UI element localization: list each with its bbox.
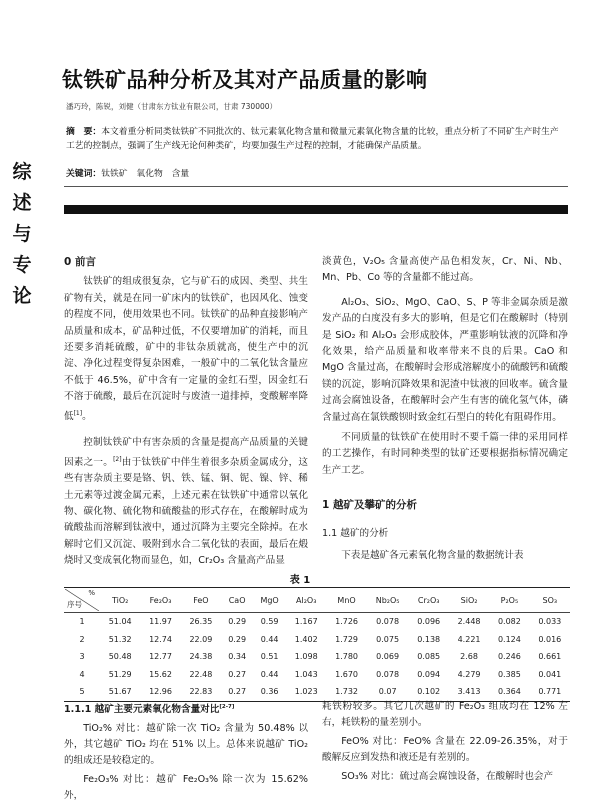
table-cell: 0.59 xyxy=(260,617,279,627)
table-caption: 表 1 xyxy=(289,575,311,586)
intro-paragraph-2-text: 控制钛铁矿中有害杂质的含量是提高产品质量的关键因素之一。 xyxy=(64,437,308,468)
table-cell: 0.07 xyxy=(367,683,409,701)
table-cell: 1.729 xyxy=(335,634,359,644)
table-cell: 0.29 xyxy=(228,617,247,627)
column-header: Nb₂O₅ xyxy=(367,588,409,613)
table-row xyxy=(64,631,570,649)
keywords xyxy=(66,166,189,179)
column-label-char: 综 xyxy=(12,161,32,183)
row-index-cell: 1 xyxy=(79,617,85,627)
table-body xyxy=(64,613,570,702)
intro-paragraph-1: 钛铁矿的组成很复杂，它与矿石的成因、类型、共生矿物有关，就是在同一矿床内的钛铁矿，也因风化、蚀变的程度不同，使用效果也不同。钛铁矿的品种直接影响产品质量和成本，矿品种过低，不仅要增加矿的消耗，而且还要多消耗硫酸，矿中的非钛杂质就高，使生产中的沉淀、净化过程变得复杂困难，一般矿中的二氧化钛含量应不低于 46.5%，矿中含有一定量的金红石型，因金红石不溶于硫酸，最后在沉淀时与废渣一道排掉，变酸解率降低[1]。 xyxy=(64,276,308,422)
row-index-cell: 5 xyxy=(64,683,100,701)
table-cell: 51.32 xyxy=(108,634,132,644)
table-cell: 1.780 xyxy=(335,652,359,662)
section-heading-intro: 0 前言 xyxy=(64,256,96,268)
table-cell: 0.094 xyxy=(417,669,441,679)
table-cell: 2.68 xyxy=(460,652,478,662)
table-cell: 1.043 xyxy=(294,669,318,679)
row-index-cell: 4 xyxy=(79,669,85,679)
table-intro-text: 下表是越矿各元素氧化物含量的数据统计表 xyxy=(341,550,524,562)
table-cell: 0.102 xyxy=(409,683,449,701)
table-cell: 0.016 xyxy=(538,634,562,644)
header-divider xyxy=(64,186,568,187)
table-cell: 4.279 xyxy=(457,669,481,679)
intro-paragraph-2-rest: 由于钛铁矿中伴生着很多杂质金属成分，这些有害杂质主要是铬、钒、铁、锰、铜、铌、镍、锌、稀土元素等过渡金属元素，上述元素在钛铁矿中通常以氧化物、碳化物、硫化物和硫酸盐的形式存在，在酸解时成为硫酸盐而溶解到钛液中，通过沉降为主要完全除掉。在水解时它们又沉淀、吸附到水合二氧化钛的表面，最后在煅烧时又变成氧化物而显色，如，Cr₂O₃ 含量高产品显 xyxy=(64,456,308,567)
table-cell: 0.36 xyxy=(253,683,286,701)
fe2o3-continued: 耗铁粉较多。其它几次越矿的 Fe₂O₃ 组成均在 12% 左右，耗铁粉的量差别小。 xyxy=(322,701,568,729)
table-cell: 3.413 xyxy=(449,683,489,701)
so3-comparison: SO₃% 对比：硫过高会腐蚀设备，在酸解时也会产 xyxy=(341,770,554,782)
column-label-char: 专 xyxy=(12,254,32,276)
fe2o3-comparison: Fe₂O₃% 对比：越矿 Fe₂O₃% 除一次为 15.62% 外， xyxy=(64,773,308,802)
table-cell: 0.27 xyxy=(228,669,247,679)
table-cell: 50.48 xyxy=(108,652,132,662)
table-cell: 0.51 xyxy=(260,652,279,662)
column-header: CaO xyxy=(221,588,253,613)
abstract-text: 本文着重分析同类钛铁矿不同批次的、钛元素氧化物含量和微量元素氧化物含量的比较，重点分析了不同矿生产时生产工艺的控制点，强调了生产线无论何种类矿，均要加强生产过程的控制，才能确保产品质量。 xyxy=(66,127,559,151)
table-cell: 22.83 xyxy=(181,683,221,701)
table-cell: 1.726 xyxy=(335,617,359,627)
table-cell: 11.97 xyxy=(149,617,172,627)
table-cell: 1.098 xyxy=(294,652,318,662)
abstract-label: 摘 要： xyxy=(66,127,102,137)
column-header: Fe₂O₃ xyxy=(140,588,180,613)
citation: [2] xyxy=(113,455,122,463)
table-cell: 0.44 xyxy=(260,669,279,679)
table-cell: 2.448 xyxy=(457,617,481,627)
table-cell: 0.078 xyxy=(376,617,400,627)
column-label-char: 论 xyxy=(12,285,32,307)
table-cell: 0.27 xyxy=(221,683,253,701)
table-cell: 51.29 xyxy=(108,669,132,679)
table-cell: 1.167 xyxy=(294,617,318,627)
table-cell: 0.34 xyxy=(228,652,247,662)
table-cell: 0.085 xyxy=(417,652,441,662)
table-cell: 0.033 xyxy=(538,617,562,627)
table-cell: 15.62 xyxy=(149,669,172,679)
table-cell: 12.96 xyxy=(140,683,180,701)
table-cell: 4.221 xyxy=(457,634,481,644)
table-row xyxy=(64,648,570,666)
right-paragraph-3: 不同质量的钛铁矿在使用时不要千篇一律的采用同样的工艺操作，有时同种类型的钛矿还要根据指标情况确定生产工艺。 xyxy=(322,432,568,476)
authors-line: 潘巧玲，陈锐，刘健（甘肃东方钛业有限公司，甘肃 730000） xyxy=(66,102,278,111)
table-cell: 0.082 xyxy=(497,617,521,627)
table-cell: 0.078 xyxy=(376,669,400,679)
right-column xyxy=(322,254,568,565)
table-cell: 22.48 xyxy=(189,669,213,679)
table-row xyxy=(64,613,570,631)
left-column xyxy=(64,254,308,570)
unit-label: % xyxy=(88,589,95,597)
table-cell: 1.023 xyxy=(286,683,326,701)
subsection-heading-text: 1.1.1 越矿主要元素氧化物含量对比 xyxy=(64,704,220,716)
table-cell: 0.124 xyxy=(497,634,521,644)
right-paragraph-1: 淡黄色，V₂O₅ 含量高使产品色相发灰，Cr、Ni、Nb、Mn、Pb、Co 等的含量都不能过高。 xyxy=(322,256,568,284)
keywords-label: 关键词： xyxy=(66,169,102,179)
table-cell: 1.402 xyxy=(294,634,318,644)
section-heading-1-1: 1.1 越矿的分析 xyxy=(322,527,389,539)
citation: [1] xyxy=(73,409,83,417)
column-header: Cr₂O₃ xyxy=(409,588,449,613)
subsection-heading xyxy=(64,699,308,719)
column-header: MgO xyxy=(253,588,286,613)
article-title: 钛铁矿品种分析及其对产品质量的影响 xyxy=(62,68,428,92)
table-corner-cell xyxy=(64,588,100,613)
right-paragraph-2: Al₂O₃、SiO₂、MgO、CaO、S、P 等非金属杂质是激发产品的白度没有多大的影响，但是它们在酸解时（特别是 SiO₂ 和 Al₂O₃ 会形成胶体，严重影响钛液的沉降和净化效果，给产品质量和收率带来不良的后果。CaO 和 MgO 含量过高，在酸解时会形成溶解度小的硫酸钙和硫酸镁的沉淀，影响沉降效果和泥渣中钛液的回收率。硫含量过高会腐蚀设备，在酸解时会产生有害的硫化氢气体，磷含量过高在氯铁酸钡时致金红石型白的转化有阻碍作用。 xyxy=(322,296,568,423)
table-cell: 0.041 xyxy=(538,669,562,679)
table-cell: 22.09 xyxy=(189,634,213,644)
intro-paragraph-2 xyxy=(64,435,308,569)
intro-paragraph-1-text: 钛铁矿的组成很复杂，它与矿石的成因、类型、共生矿物有关，就是在同一矿床内的钛铁矿，也因风化、蚀变的程度不同，使用效果也不同。钛铁矿的品种直接影响产品质量和成本，矿品种过低，不仅要增加矿的消耗，而且还要多消耗硫酸，矿中的非钛杂质就高，使生产中的沉淀、净化过程变得复杂困难，一般矿中的二氧化钛含量应不低于 46.5%，矿中含有一定量的金红石型，因金红石不溶于硫酸，最后在沉淀时与废渣一道排掉，变酸解率降低 xyxy=(64,276,308,422)
table-cell: 0.138 xyxy=(417,634,441,644)
table-cell: 0.661 xyxy=(538,652,562,662)
table-cell: 51.67 xyxy=(100,683,140,701)
section-heading-1: 1 越矿及攀矿的分析 xyxy=(322,499,417,512)
feo-comparison: FeO% 对比：FeO% 含量在 22.09-26.35%，对于酸解反应到发热和液还是有差别的。 xyxy=(322,735,568,764)
row-label: 序号 xyxy=(67,600,82,609)
table-cell: 12.77 xyxy=(149,652,172,662)
column-label-char: 述 xyxy=(12,192,32,214)
table-cell: 12.74 xyxy=(149,634,172,644)
table-row xyxy=(64,666,570,684)
table-cell: 1.732 xyxy=(326,683,366,701)
column-header: SiO₂ xyxy=(449,588,489,613)
column-label-char: 与 xyxy=(12,223,32,245)
table-cell: 0.096 xyxy=(417,617,441,627)
column-section-label xyxy=(10,157,34,312)
abstract xyxy=(66,125,562,153)
table-cell: 0.385 xyxy=(497,669,521,679)
table-header-row xyxy=(64,588,570,613)
column-header: TiO₂ xyxy=(100,588,140,613)
bottom-left-column xyxy=(64,699,308,805)
table-cell: 0.069 xyxy=(376,652,400,662)
table-cell: 0.44 xyxy=(260,634,279,644)
table-cell: 1.670 xyxy=(335,669,359,679)
bottom-right-column xyxy=(322,699,568,785)
table-cell: 0.246 xyxy=(497,652,521,662)
citation: [2-7] xyxy=(219,704,235,710)
section-bar xyxy=(64,205,568,214)
table-cell: 0.29 xyxy=(228,634,247,644)
tio2-comparison: TiO₂% 对比：越矿除一次 TiO₂ 含量为 50.48% 以外，其它越矿 TiO₂ 均在 51% 以上。总体来说越矿 TiO₂ 的组成还是较稳定的。 xyxy=(64,722,308,767)
column-header: SO₃ xyxy=(530,588,570,613)
table-cell: 51.04 xyxy=(108,617,132,627)
table-cell: 0.771 xyxy=(530,683,570,701)
row-index-cell: 2 xyxy=(79,634,85,644)
table-cell: 26.35 xyxy=(189,617,213,627)
column-header: FeO xyxy=(181,588,221,613)
keywords-text: 钛铁矿 氧化物 含量 xyxy=(101,169,190,179)
table-cell: 0.075 xyxy=(376,634,400,644)
table-cell: 0.364 xyxy=(489,683,529,701)
column-header: P₂O₅ xyxy=(489,588,529,613)
oxide-content-table xyxy=(64,587,570,702)
column-header: MnO xyxy=(326,588,366,613)
column-header: Al₂O₃ xyxy=(286,588,326,613)
row-index-cell: 3 xyxy=(79,652,85,662)
table-cell: 24.38 xyxy=(189,652,213,662)
